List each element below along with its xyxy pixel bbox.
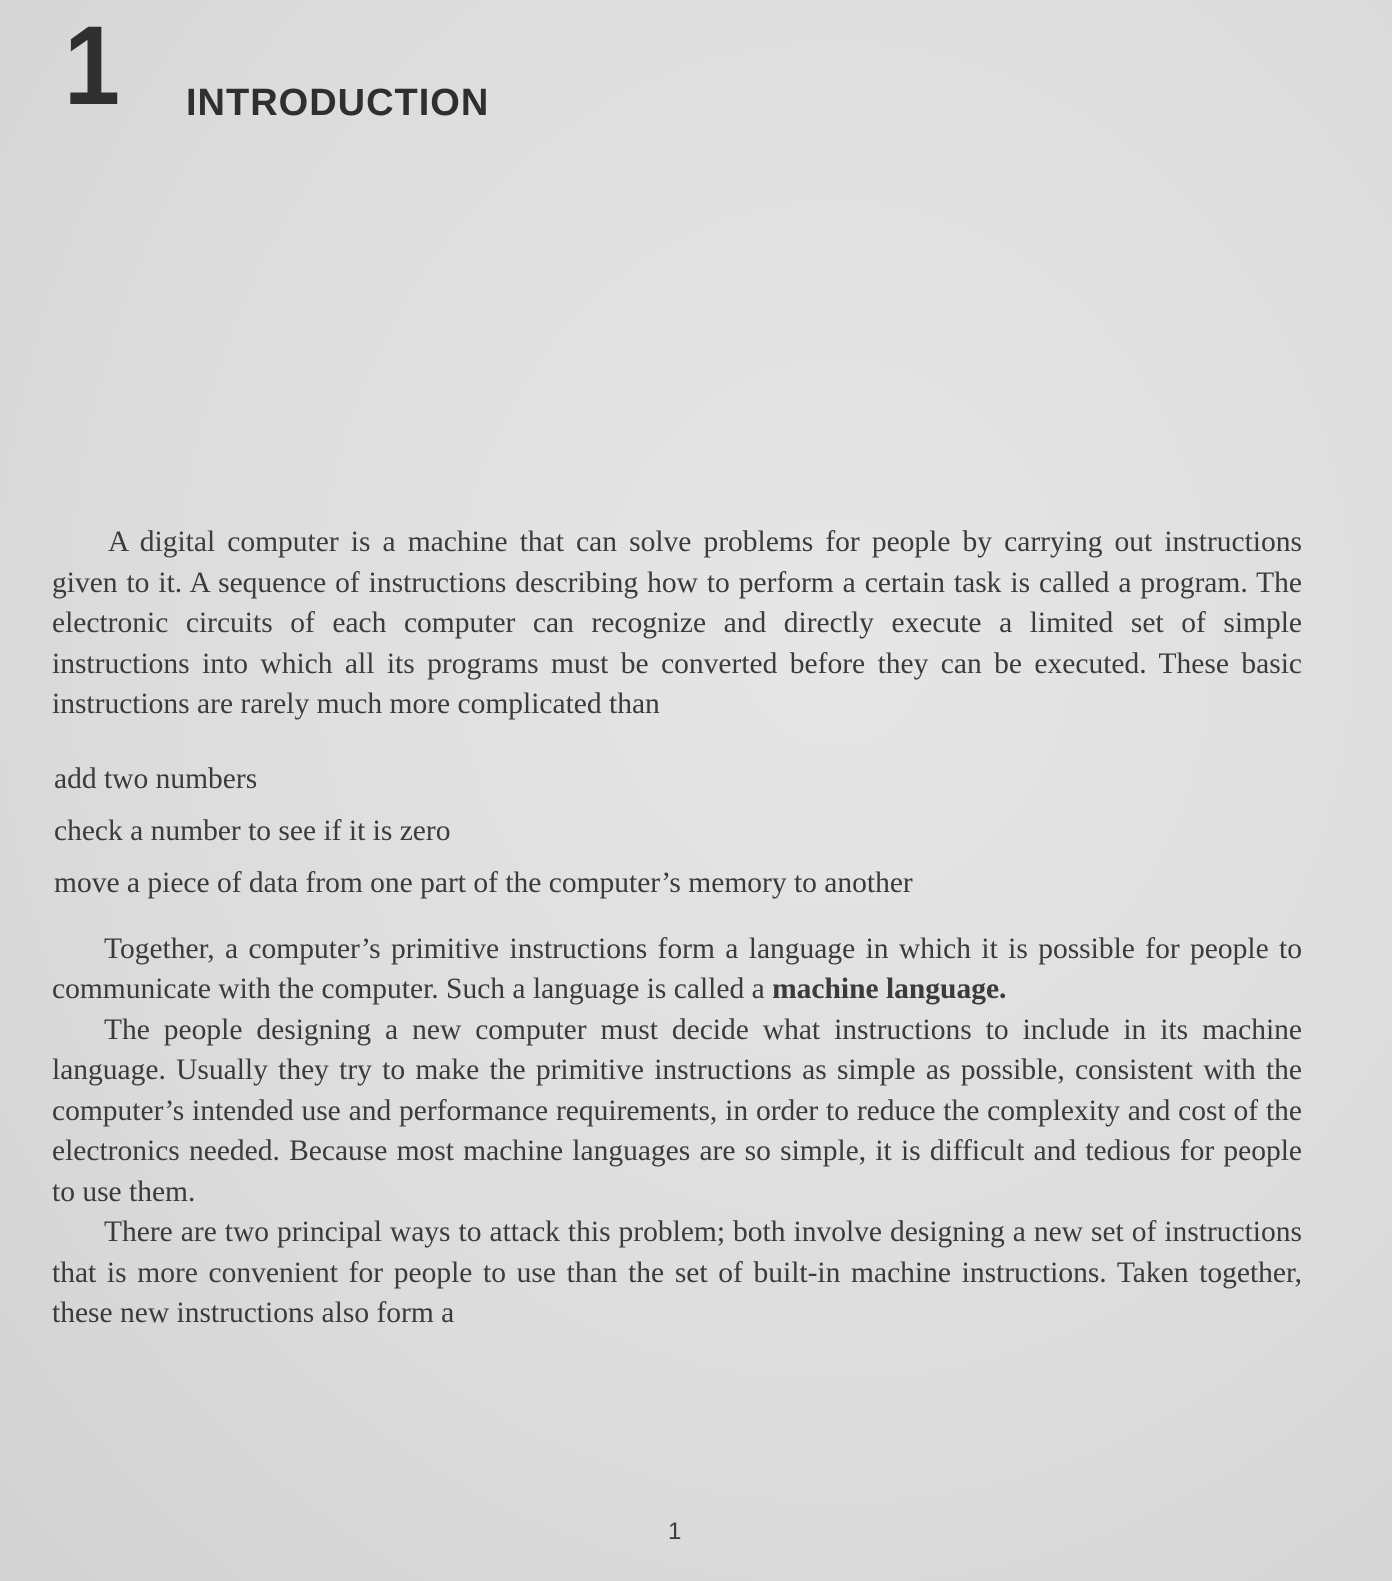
list-item: move a piece of data from one part of the computer’s memory to another [54,866,913,899]
paragraph-2-text: Together, a computer’s primitive instructions form a language in which it is possible for people to communicate with the computer. Such a language is called a [52,932,1302,1005]
list-item: add two numbers [54,762,258,795]
body-text [52,522,1302,1334]
page-number: 1 [668,1518,682,1545]
paragraph-2 [52,929,1302,1010]
paragraph-1: A digital computer is a machine that can solve problems for people by carrying out instructions given to it. A sequence of instructions describing how to perform a certain task is called a program. The electronic circuits of each computer can recognize and directly execute a limited set of simple instructions into which all its programs must be converted before they can be executed. These basic instructions are rarely much more complicated than [52,526,1302,720]
chapter-title: INTRODUCTION [186,82,490,124]
paragraph-4: There are two principal ways to attack this problem; both involve designing a new set of instructions that is more convenient for people to use than the set of built-in machine instructions. Taken together, these new instructions also form a [52,1216,1302,1329]
chapter-number: 1 [64,3,121,128]
list-item: check a number to see if it is zero [54,814,451,847]
paragraph-3: The people designing a new computer must decide what instructions to include in its machine language. Usually they try to make the primitive instructions as simple as possible, consistent with the computer’s intended use and performance requirements, in order to reduce the complexity and cost of the electronics needed. Because most machine languages are so simple, it is difficult and tedious for people to use them. [52,1013,1302,1208]
instruction-examples-list [52,759,1302,903]
term-machine-language: machine language. [772,973,1007,1005]
